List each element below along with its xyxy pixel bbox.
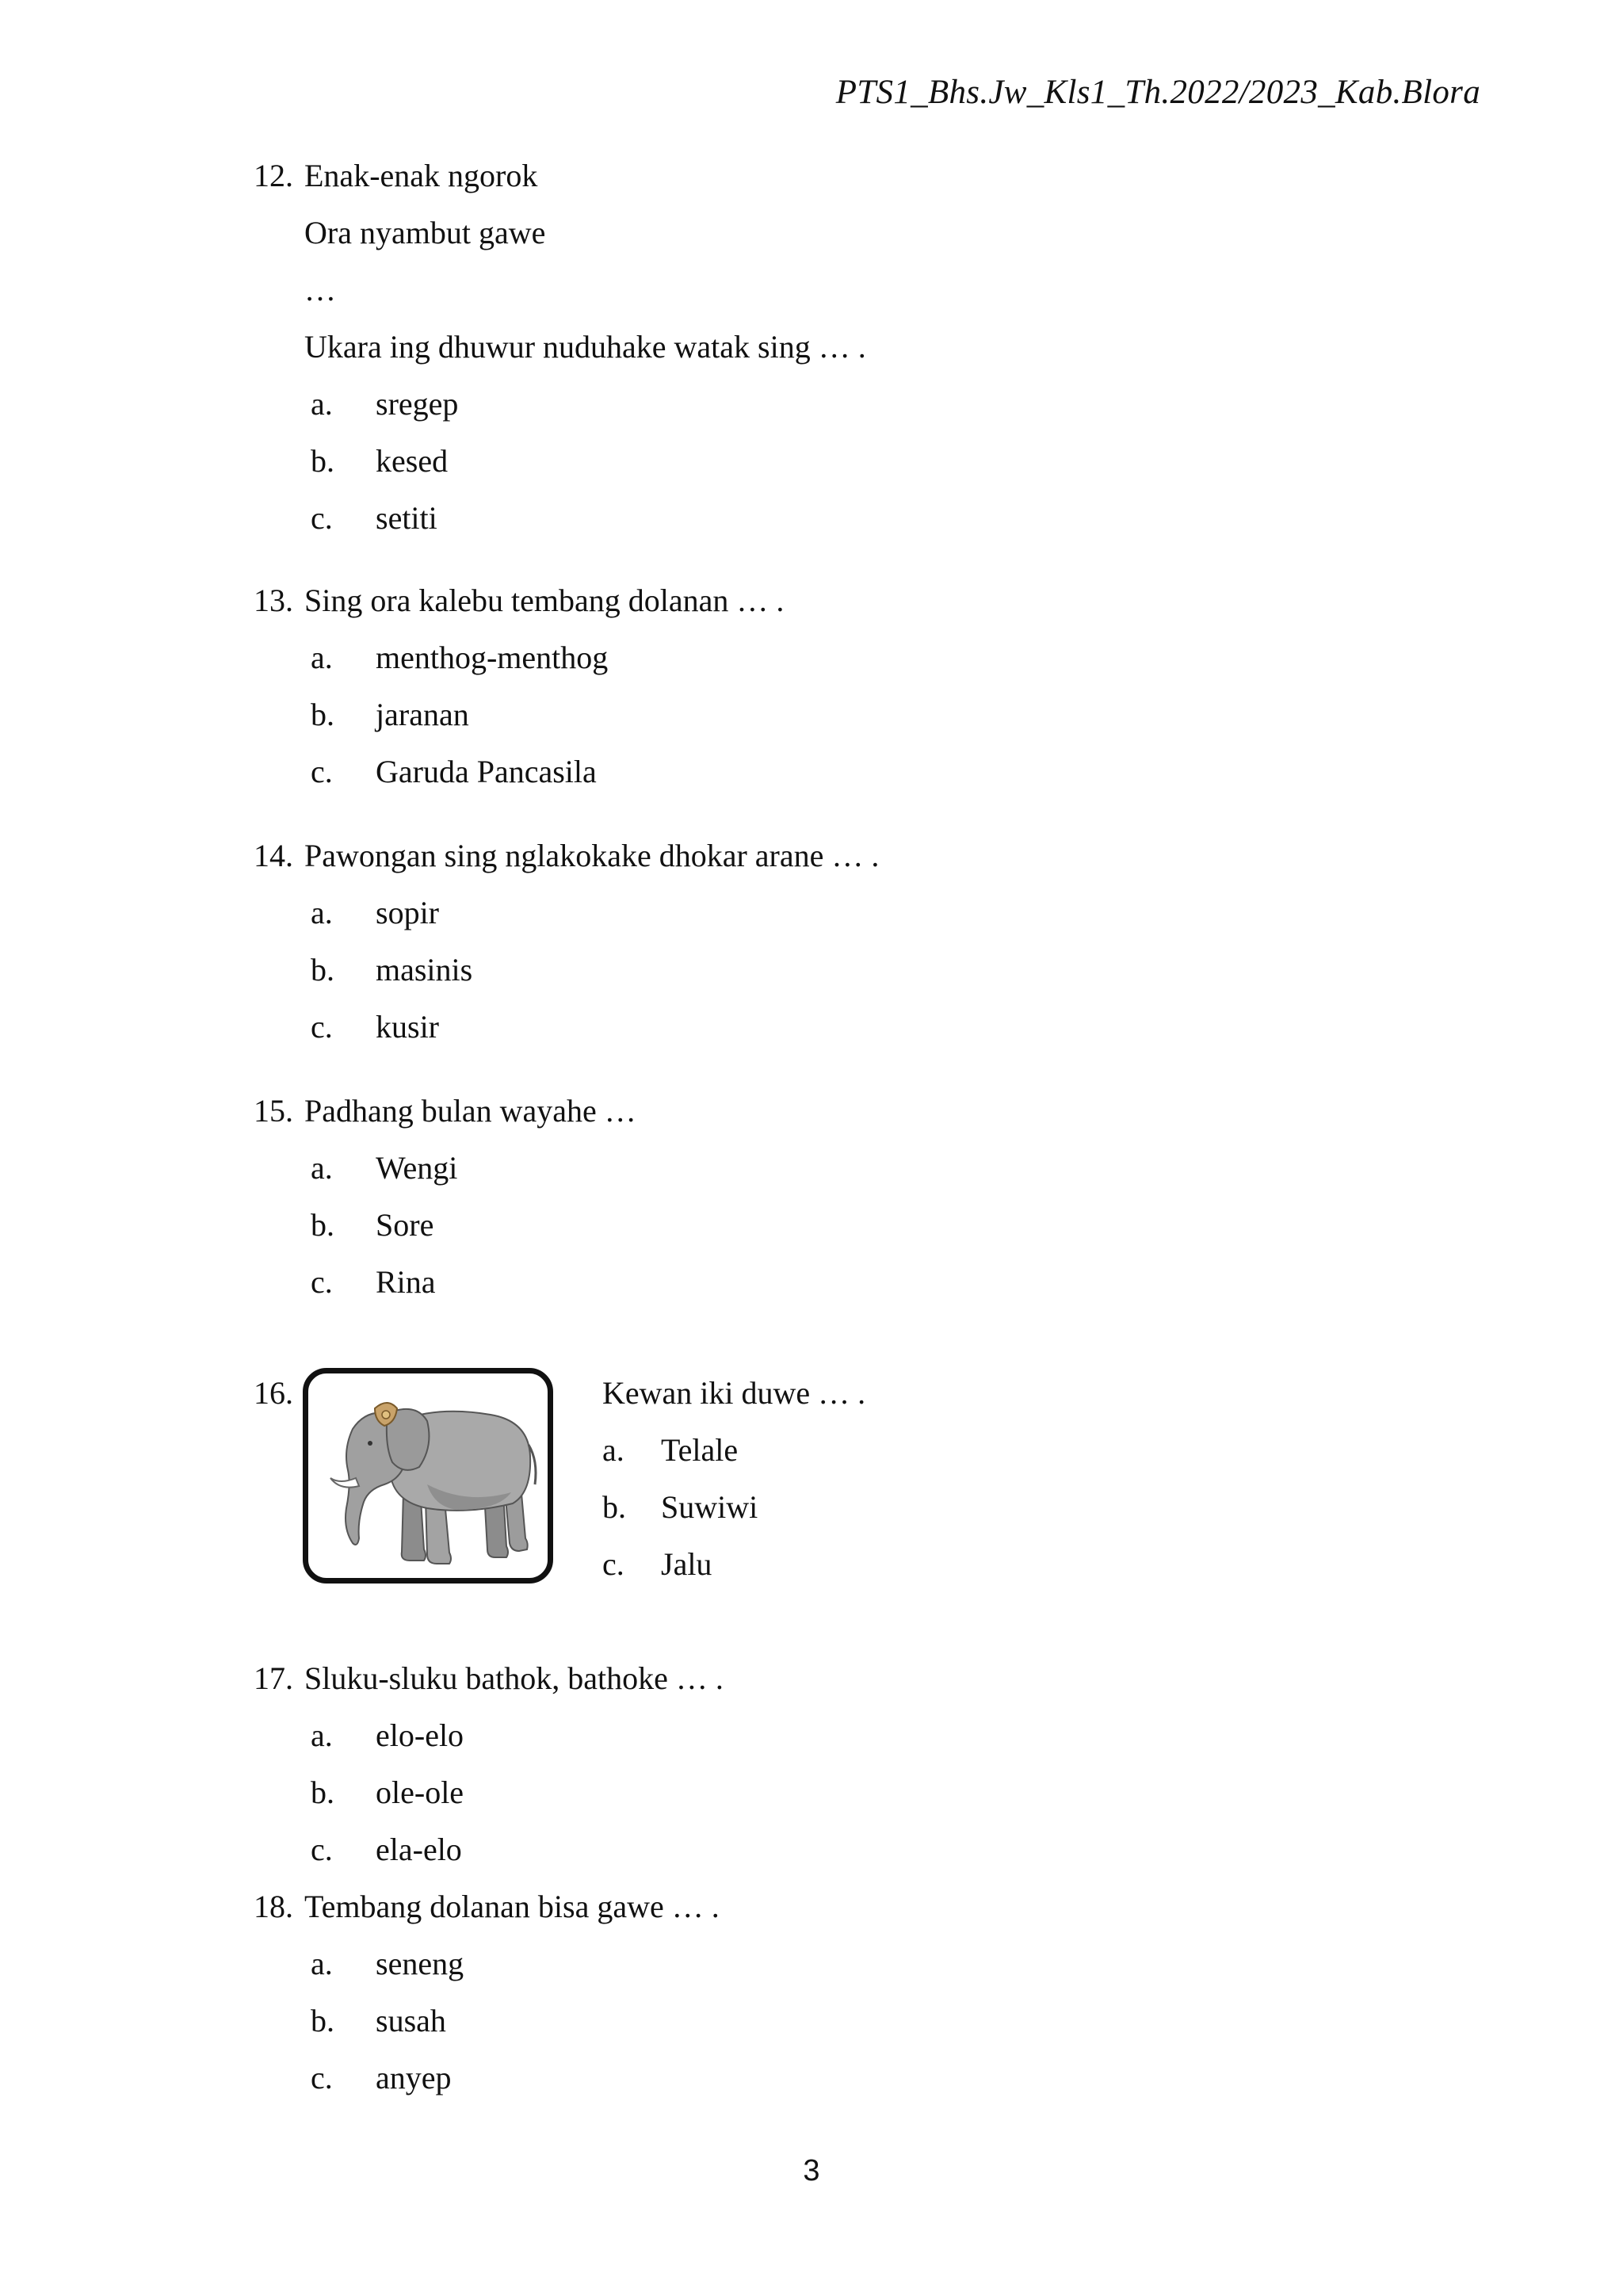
option-letter: c. [311, 754, 333, 789]
answer-option [254, 743, 784, 800]
answer-option [254, 999, 879, 1056]
option-text: menthog-menthog [376, 640, 609, 675]
question-15 [254, 1083, 636, 1311]
option-letter: b. [311, 952, 334, 988]
page-number: 3 [803, 2154, 820, 2187]
answer-option [254, 1935, 720, 1992]
option-text: setiti [376, 500, 437, 536]
elephant-icon [308, 1373, 548, 1578]
option-text: Telale [661, 1432, 739, 1468]
option-letter: b. [311, 1207, 334, 1243]
option-text: Rina [376, 1264, 436, 1300]
answer-option [254, 1707, 724, 1764]
option-letter: c. [311, 500, 333, 536]
option-text: ela-elo [376, 1832, 462, 1867]
answer-option [254, 376, 866, 433]
question-text: … [304, 272, 336, 308]
option-letter: a. [311, 895, 333, 930]
question-text: Padhang bulan wayahe … [304, 1093, 636, 1129]
option-text: jaranan [376, 697, 469, 732]
question-number: 18. [254, 1889, 293, 1924]
question-text: Enak-enak ngorok [304, 158, 538, 193]
option-text: ole-ole [376, 1775, 464, 1810]
answer-option [254, 1764, 724, 1821]
option-letter: b. [311, 697, 334, 732]
elephant-picture-frame [303, 1368, 553, 1584]
option-text: Wengi [376, 1150, 458, 1186]
option-letter: a. [311, 386, 333, 422]
option-text: sregep [376, 386, 459, 422]
answer-option [254, 884, 879, 942]
question-number: 15. [254, 1093, 293, 1129]
option-text: kesed [376, 443, 449, 479]
answer-option [254, 1197, 636, 1254]
answer-option [602, 1536, 999, 1593]
answer-option [254, 2050, 720, 2107]
option-letter: a. [602, 1432, 624, 1468]
option-letter: a. [311, 1946, 333, 1981]
option-text: susah [376, 2003, 446, 2038]
answer-option [254, 1254, 636, 1311]
option-letter: c. [311, 1009, 333, 1045]
question-14 [254, 827, 879, 1056]
option-letter: a. [311, 1150, 333, 1186]
question-text: Pawongan sing nglakokake dhokar arane … . [304, 838, 880, 873]
option-letter: c. [311, 1832, 333, 1867]
question-text: Ora nyambut gawe [304, 215, 546, 250]
answer-option [254, 629, 784, 686]
question-text: Sing ora kalebu tembang dolanan … . [304, 583, 785, 618]
question-number: 12. [254, 158, 293, 193]
question-number: 16. [254, 1375, 293, 1411]
question-number: 17. [254, 1660, 293, 1696]
option-text: Suwiwi [661, 1489, 758, 1525]
question-text: Ukara ing dhuwur nuduhake watak sing … . [304, 329, 866, 365]
option-letter: a. [311, 640, 333, 675]
option-text: seneng [376, 1946, 464, 1981]
option-text: kusir [376, 1009, 439, 1045]
question-number: 13. [254, 583, 293, 618]
option-text: anyep [376, 2060, 452, 2095]
answer-option [602, 1422, 999, 1479]
answer-option [254, 942, 879, 999]
answer-option [254, 1992, 720, 2050]
question-number: 14. [254, 838, 293, 873]
document-header: PTS1_Bhs.Jw_Kls1_Th.2022/2023_Kab.Blora [835, 74, 1480, 111]
option-text: Jalu [661, 1546, 712, 1582]
option-text: Sore [376, 1207, 434, 1243]
answer-option [254, 433, 866, 490]
option-text: Garuda Pancasila [376, 754, 597, 789]
option-letter: b. [311, 443, 334, 479]
option-letter: b. [311, 2003, 334, 2038]
answer-option [254, 1821, 724, 1878]
answer-option [254, 490, 866, 547]
option-letter: a. [311, 1717, 333, 1753]
question-17 [254, 1650, 724, 1878]
question-text: Kewan iki duwe … . [602, 1375, 866, 1411]
option-text: elo-elo [376, 1717, 464, 1753]
question-13 [254, 572, 784, 800]
option-letter: c. [311, 1264, 333, 1300]
option-text: sopir [376, 895, 439, 930]
question-18 [254, 1878, 720, 2107]
option-letter: c. [311, 2060, 333, 2095]
option-letter: b. [602, 1489, 626, 1525]
question-text: Tembang dolanan bisa gawe … . [304, 1889, 720, 1924]
option-text: masinis [376, 952, 473, 988]
answer-option [254, 1140, 636, 1197]
question-12 [254, 147, 866, 547]
option-letter: b. [311, 1775, 334, 1810]
answer-option [254, 686, 784, 743]
option-letter: c. [602, 1546, 624, 1582]
answer-option [602, 1479, 999, 1536]
question-text: Sluku-sluku bathok, bathoke … . [304, 1660, 724, 1696]
